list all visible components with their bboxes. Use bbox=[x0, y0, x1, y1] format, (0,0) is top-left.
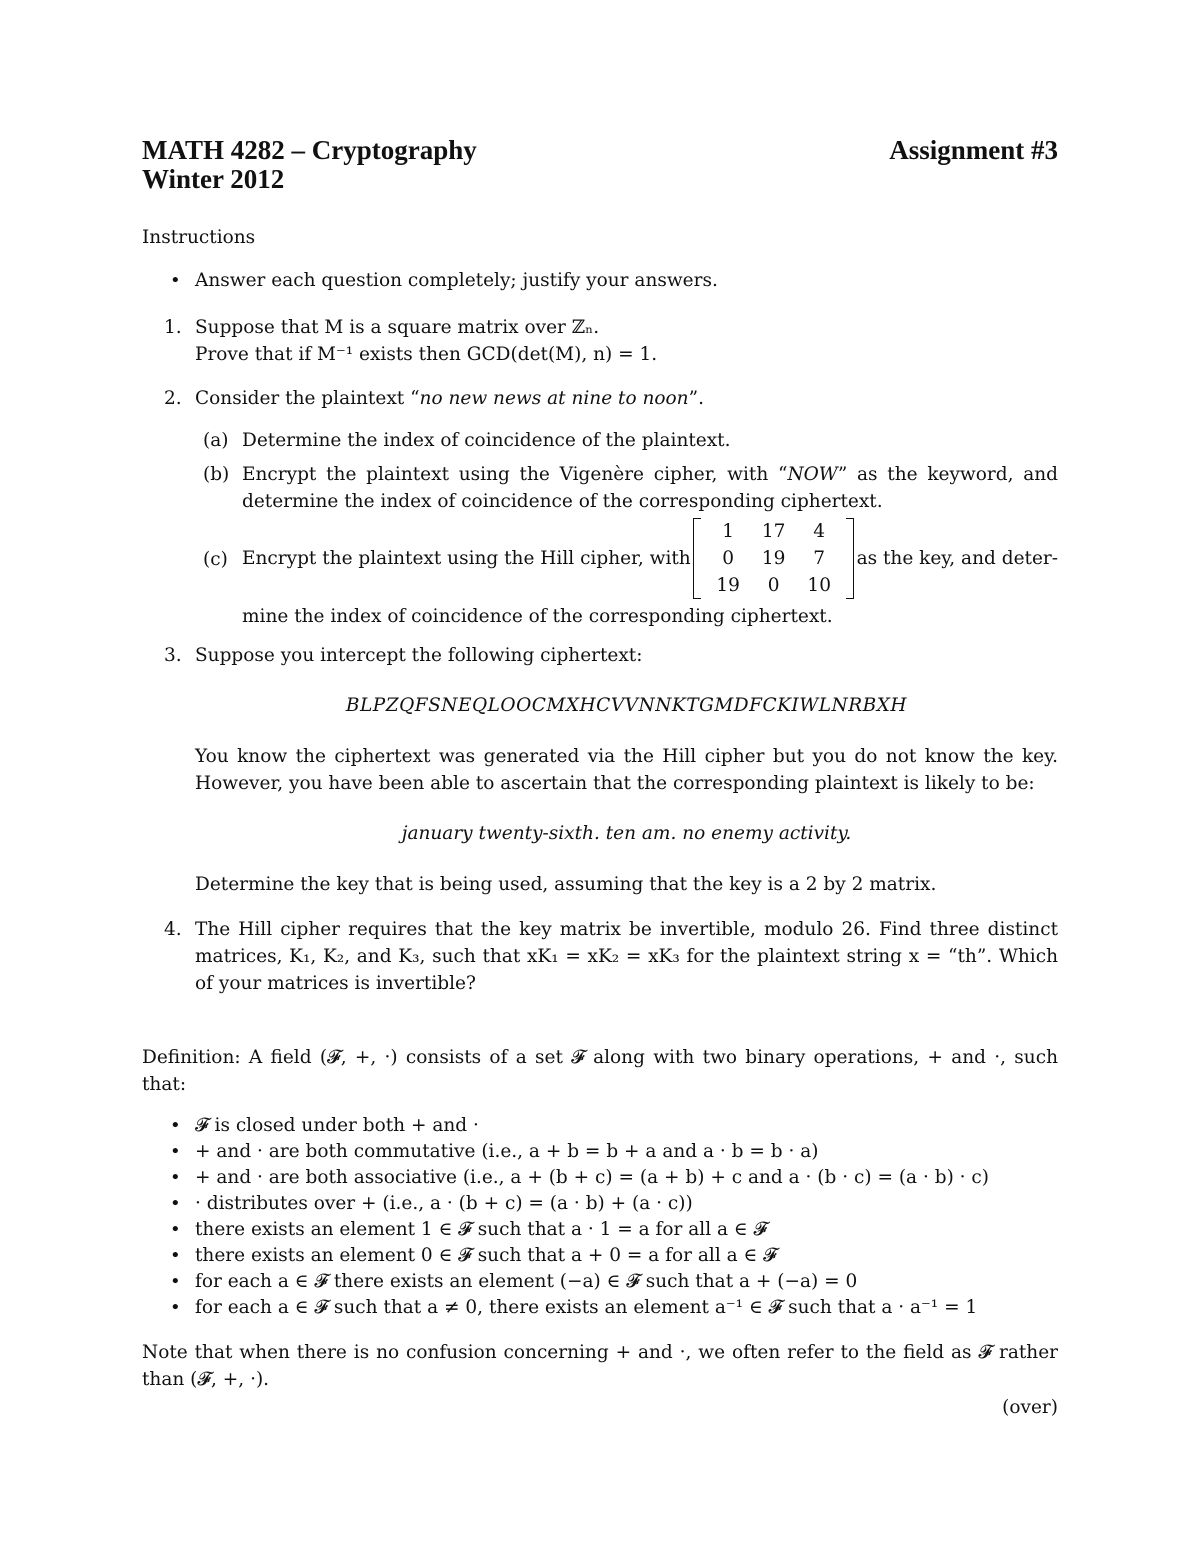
question-number: 3. bbox=[164, 645, 182, 666]
question-2a bbox=[195, 427, 1058, 454]
question-1-line1: Suppose that M is a square matrix over ℤₙ. bbox=[195, 317, 600, 338]
matrix-cell: 19 bbox=[761, 548, 786, 569]
question-number: 4. bbox=[164, 919, 182, 940]
axiom-item: • for each a ∈ 𝓕 there exists an element (−a) ∈ 𝓕 such that a + (−a) = 0 bbox=[142, 1269, 1058, 1295]
plaintext: january twenty-sixth. ten am. no enemy activity. bbox=[401, 823, 852, 844]
matrix-cell: 0 bbox=[722, 548, 734, 569]
axiom-item: • there exists an element 1 ∈ 𝓕 such that a · 1 = a for all a ∈ 𝓕 bbox=[142, 1217, 1058, 1243]
hill-key-matrix bbox=[693, 518, 854, 599]
plaintext-phrase: no new news at nine to noon bbox=[419, 388, 689, 409]
field-axioms-list bbox=[142, 1113, 1058, 1321]
axiom-item: • there exists an element 0 ∈ 𝓕 such that a + 0 = a for all a ∈ 𝓕 bbox=[142, 1243, 1058, 1269]
subpart-label: (a) bbox=[203, 430, 229, 451]
matrix-cell: 4 bbox=[813, 521, 826, 542]
question-3-task: Determine the key that is being used, assuming that the key is a 2 by 2 matrix. bbox=[195, 874, 937, 895]
matrix-cell: 0 bbox=[767, 575, 780, 596]
question-2c bbox=[195, 518, 1058, 630]
ciphertext: BLPZQFSNEQLOOCMXHCVVNNKTGMDFCKIWLNRBXH bbox=[345, 695, 908, 716]
question-2b bbox=[195, 461, 1058, 515]
question-3-paragraph: You know the ciphertext was generated via the Hill cipher but you do not know the key. However, you have been able to ascertain that the corresponding plaintext is likely to be: bbox=[195, 746, 1058, 794]
definition-note: Note that when there is no confusion concerning + and ·, we often refer to the field as 𝓕 rather than (𝓕, +, ·). bbox=[142, 1342, 1058, 1390]
question-number: 1. bbox=[164, 317, 182, 338]
keyword: NOW bbox=[787, 464, 838, 485]
matrix-cell: 1 bbox=[722, 521, 734, 542]
assignment-title: Assignment #3 bbox=[889, 135, 1058, 165]
axiom-item: • 𝓕 is closed under both + and · bbox=[142, 1113, 1058, 1139]
question-2c-pre: Encrypt the plaintext using the Hill cipher, with bbox=[242, 548, 691, 569]
left-bracket bbox=[693, 518, 701, 599]
header bbox=[142, 136, 1058, 194]
question-3-intro: Suppose you intercept the following ciphertext: bbox=[195, 645, 643, 666]
matrix-cell: 17 bbox=[761, 521, 786, 542]
axiom-item: • + and · are both commutative (i.e., a + b = b + a and a · b = b · a) bbox=[142, 1139, 1058, 1165]
right-bracket bbox=[846, 518, 854, 599]
matrix-cell: 7 bbox=[813, 548, 826, 569]
question-number: 2. bbox=[164, 388, 182, 409]
question-2c-post: as the key, and deter- bbox=[856, 548, 1058, 569]
question-2b-text: Encrypt the plaintext using the Vigenère cipher, with “NOW” as the keyword, and determine the index of coincidence of the corresponding ciphertext. bbox=[242, 464, 1058, 512]
question-4-text: The Hill cipher requires that the key matrix be invertible, modulo 26. Find three distinct matrices, K₁, K₂, and K₃, such that xK₁ = xK₂ = xK₃ for the plaintext string x = “th”. Which of your matrices is invertible? bbox=[195, 919, 1058, 994]
axiom-item: • · distributes over + (i.e., a · (b + c) = (a · b) + (a · c)) bbox=[142, 1191, 1058, 1217]
question-1 bbox=[142, 314, 1058, 368]
question-2-intro: Consider the plaintext “no new news at nine to noon”. bbox=[195, 388, 704, 409]
question-3 bbox=[142, 642, 1058, 898]
matrix-cell: 19 bbox=[716, 575, 740, 596]
question-2a-text: Determine the index of coincidence of the plaintext. bbox=[242, 430, 731, 451]
instructions-section bbox=[142, 224, 1058, 294]
question-2c-line2: mine the index of coincidence of the corresponding ciphertext. bbox=[242, 606, 833, 627]
subpart-label: (c) bbox=[203, 549, 228, 570]
term: Winter 2012 bbox=[142, 164, 285, 194]
question-4 bbox=[142, 916, 1058, 997]
matrix-cell: 10 bbox=[807, 575, 831, 596]
instructions-bullet: • Answer each question completely; justify your answers. bbox=[142, 267, 1058, 294]
subpart-label: (b) bbox=[203, 464, 230, 485]
instructions-heading: Instructions bbox=[142, 227, 256, 248]
over-indicator: (over) bbox=[1002, 1397, 1058, 1418]
definition-intro: Definition: A field (𝓕, +, ·) consists of a set 𝓕 along with two binary operations, + and ·, such that: bbox=[142, 1047, 1058, 1095]
question-1-line2: Prove that if M⁻¹ exists then GCD(det(M), n) = 1. bbox=[195, 344, 658, 365]
axiom-item: • + and · are both associative (i.e., a + (b + c) = (a + b) + c and a · (b · c) = (a · b) · c) bbox=[142, 1165, 1058, 1191]
instructions-list bbox=[142, 267, 1058, 294]
axiom-item: • for each a ∈ 𝓕 such that a ≠ 0, there exists an element a⁻¹ ∈ 𝓕 such that a · a⁻¹ = 1 bbox=[142, 1295, 1058, 1321]
question-2 bbox=[142, 385, 1058, 412]
course-title: MATH 4282 – Cryptography bbox=[142, 135, 477, 165]
